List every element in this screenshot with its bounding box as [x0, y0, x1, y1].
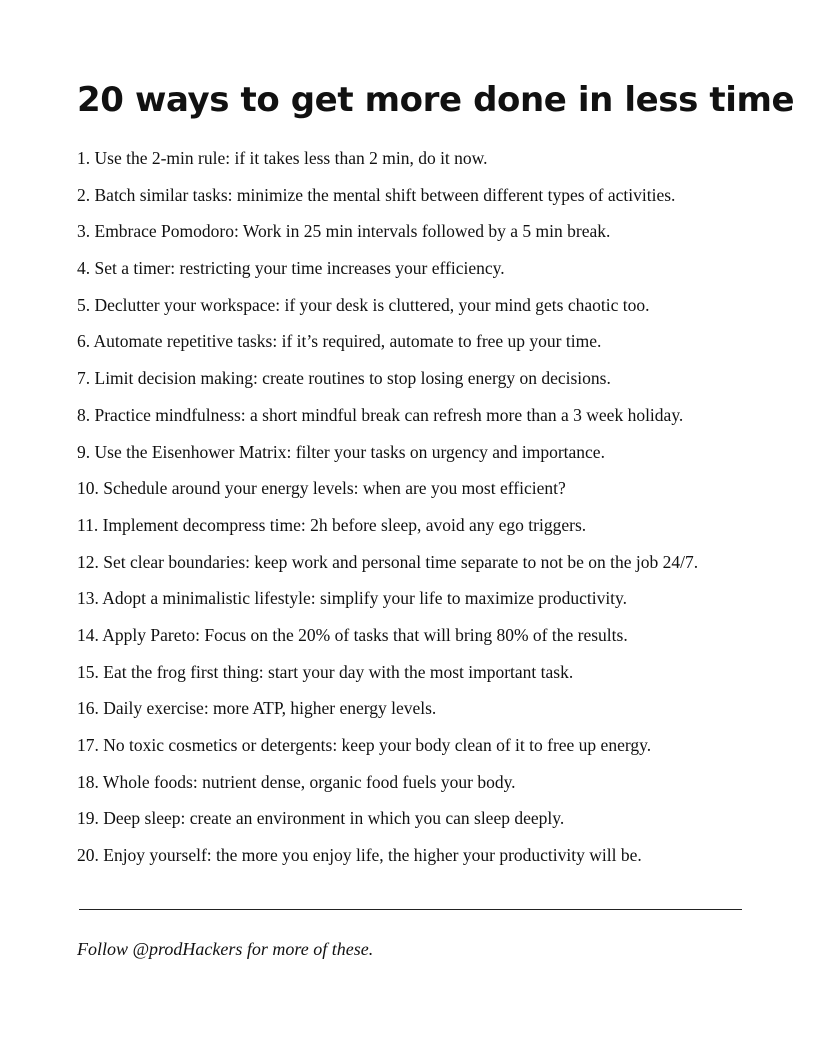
list-item: 19. Deep sleep: create an environment in which you can sleep deeply. [77, 808, 565, 829]
list-item: 7. Limit decision making: create routines to stop losing energy on decisions. [77, 368, 611, 389]
list-item: 5. Declutter your workspace: if your desk is cluttered, your mind gets chaotic too. [77, 294, 650, 315]
list-item: 10. Schedule around your energy levels: when are you most efficient? [77, 478, 566, 499]
list-item: 11. Implement decompress time: 2h before sleep, avoid any ego triggers. [77, 514, 587, 535]
page-title: 20 ways to get more done in less time [77, 80, 795, 120]
list-item: 4. Set a timer: restricting your time increases your efficiency. [77, 258, 505, 279]
list-item: 2. Batch similar tasks: minimize the mental shift between different types of activities. [77, 184, 676, 205]
list-item: 1. Use the 2-min rule: if it takes less than 2 min, do it now. [77, 148, 488, 168]
list-item: 6. Automate repetitive tasks: if it’s required, automate to free up your time. [77, 331, 602, 352]
list-item: 18. Whole foods: nutrient dense, organic food fuels your body. [77, 771, 516, 792]
list-item: 13. Adopt a minimalistic lifestyle: simplify your life to maximize productivity. [77, 588, 628, 609]
list-item: 17. No toxic cosmetics or detergents: keep your body clean of it to free up energy. [77, 735, 652, 755]
document-page [77, 78, 795, 959]
list-item: 8. Practice mindfulness: a short mindful break can refresh more than a 3 week holiday. [77, 404, 684, 425]
footer-note: Follow @prodHackers for more of these. [77, 939, 374, 959]
list-item: 9. Use the Eisenhower Matrix: filter your tasks on urgency and importance. [77, 441, 605, 462]
list-item: 16. Daily exercise: more ATP, higher energy levels. [77, 698, 437, 719]
footer-divider [79, 909, 742, 910]
list-item: 12. Set clear boundaries: keep work and personal time separate to not be on the job 24/7. [77, 551, 699, 572]
tips-list [77, 148, 767, 882]
list-item: 20. Enjoy yourself: the more you enjoy life, the higher your productivity will be. [77, 845, 642, 866]
list-item: 14. Apply Pareto: Focus on the 20% of tasks that will bring 80% of the results. [77, 624, 628, 645]
list-item: 15. Eat the frog first thing: start your day with the most important task. [77, 661, 574, 682]
list-item: 3. Embrace Pomodoro: Work in 25 min intervals followed by a 5 min break. [77, 221, 611, 242]
